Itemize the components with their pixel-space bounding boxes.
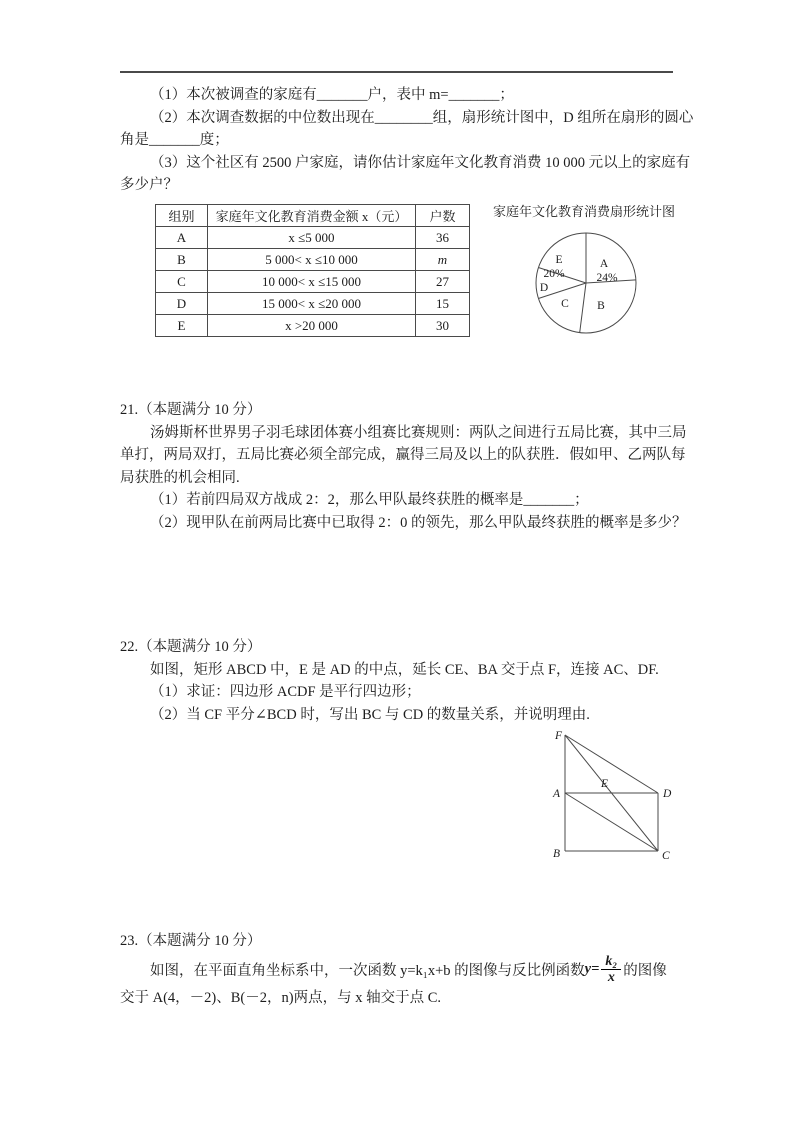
- cell-group-a: A: [156, 227, 208, 249]
- table-row: [156, 249, 470, 271]
- cell-range-a: x ≤5 000: [208, 227, 416, 249]
- q23-y-equals: y=: [584, 961, 600, 977]
- point-label-d: D: [663, 788, 672, 800]
- q21-item-1: （1）若前四局双方战成 2：2，那么甲队最终获胜的概率是_______；: [150, 492, 589, 508]
- point-label-a: A: [553, 788, 561, 800]
- q22-geometry-figure: [543, 726, 677, 866]
- cell-group-c: C: [156, 271, 208, 293]
- fraction-k2-over-x: [601, 954, 621, 986]
- table-row: [156, 271, 470, 293]
- point-label-e: E: [601, 778, 609, 790]
- q20-line-4: （3）这个社区有 2500 户家庭，请你估计家庭年文化教育消费 10 000 元以上的家庭有: [150, 154, 691, 171]
- q20-line-2: （2）本次调查数据的中位数出现在________组，扇形统计图中，D 组所在扇形的圆心: [150, 109, 694, 126]
- q21-header: 21.（本题满分 10 分）: [120, 402, 262, 418]
- consumption-table: [155, 204, 470, 337]
- q23-line-1: [120, 953, 680, 987]
- q20-line-3: 角是_______度；: [120, 132, 229, 148]
- pie-chart-block: [486, 203, 682, 350]
- pie-label-e: E: [555, 254, 563, 266]
- pie-divider: [580, 283, 586, 333]
- q23-line-2: 交于 A(4，－2)、B(－2，n)两点，与 x 轴交于点 C.: [120, 989, 442, 1006]
- pie-label-c: C: [561, 298, 569, 310]
- col-header-amount: 家庭年文化教育消费金额 x（元）: [208, 205, 416, 227]
- pie-label-a: A: [599, 258, 609, 270]
- cell-count-e: 30: [416, 315, 470, 337]
- cell-range-d: 15 000< x ≤20 000: [208, 293, 416, 315]
- question-23: [120, 930, 680, 1009]
- col-header-count: 户数: [416, 205, 470, 227]
- q22-line-2: （1）求证：四边形 ACDF 是平行四边形；: [150, 684, 421, 700]
- cell-group-e: E: [156, 315, 208, 337]
- q20-line-1: （1）本次被调查的家庭有_______户，表中 m=_______；: [150, 87, 514, 103]
- q23-header: 23.（本题满分 10 分）: [120, 933, 262, 949]
- pie-chart: [486, 221, 682, 345]
- cell-count-a: 36: [416, 227, 470, 249]
- pie-pct-e: 20%: [543, 268, 565, 280]
- cell-count-c: 27: [416, 271, 470, 293]
- segment-AC: [565, 793, 658, 851]
- header-rule: [120, 71, 673, 73]
- q23-line1-post: 的图像: [623, 963, 667, 979]
- point-label-c: C: [662, 850, 670, 862]
- table-row: [156, 293, 470, 315]
- cell-group-d: D: [156, 293, 208, 315]
- pie-pct-a: 24%: [596, 272, 618, 284]
- segment-FD: [565, 735, 658, 793]
- q22-line-3: （2）当 CF 平分∠BCD 时，写出 BC 与 CD 的数量关系，并说明理由.: [150, 706, 590, 723]
- table-row: [156, 227, 470, 249]
- q21-item-2: （2）现甲队在前两局比赛中已取得 2：0 的领先，那么甲队最终获胜的概率是多少？: [150, 514, 687, 531]
- question-21: [120, 399, 687, 534]
- q22-line-1: 如图，矩形 ABCD 中，E 是 AD 的中点，延长 CE、BA 交于点 F，连接 AC、DF.: [150, 661, 659, 678]
- point-label-f: F: [555, 730, 563, 742]
- cell-count-d: 15: [416, 293, 470, 315]
- point-label-b: B: [553, 848, 561, 860]
- fraction-denominator: x: [607, 970, 615, 985]
- table-row: [156, 315, 470, 337]
- table-header-row: [156, 205, 470, 227]
- col-header-group: 组别: [156, 205, 208, 227]
- q21-para-3: 局获胜的机会相同.: [120, 469, 240, 486]
- q21-para-2: 单打，两局双打，五局比赛必须全部完成，赢得三局及以上的队获胜．假如甲、乙两队每: [120, 447, 686, 463]
- pie-chart-title: 家庭年文化教育消费扇形统计图: [492, 204, 675, 219]
- fraction-numerator: k₂: [601, 954, 621, 970]
- cell-range-c: 10 000< x ≤15 000: [208, 271, 416, 293]
- pie-label-d: D: [539, 282, 549, 294]
- q22-header: 22.（本题满分 10 分）: [120, 639, 262, 655]
- cell-group-b: B: [156, 249, 208, 271]
- q21-para-1: 汤姆斯杯世界男子羽毛球团体赛小组赛比赛规则：两队之间进行五局比赛，其中三局: [150, 424, 687, 441]
- cell-range-b: 5 000< x ≤10 000: [208, 249, 416, 271]
- q20-line-5: 多少户？: [120, 177, 178, 193]
- cell-count-b: m: [416, 249, 470, 271]
- question-20-text: [120, 84, 694, 197]
- cell-range-e: x >20 000: [208, 315, 416, 337]
- q23-line1-pre: 如图，在平面直角坐标系中，一次函数 y=k₁x+b 的图像与反比例函数: [150, 963, 585, 979]
- question-22: [120, 636, 680, 726]
- pie-label-b: B: [597, 300, 605, 312]
